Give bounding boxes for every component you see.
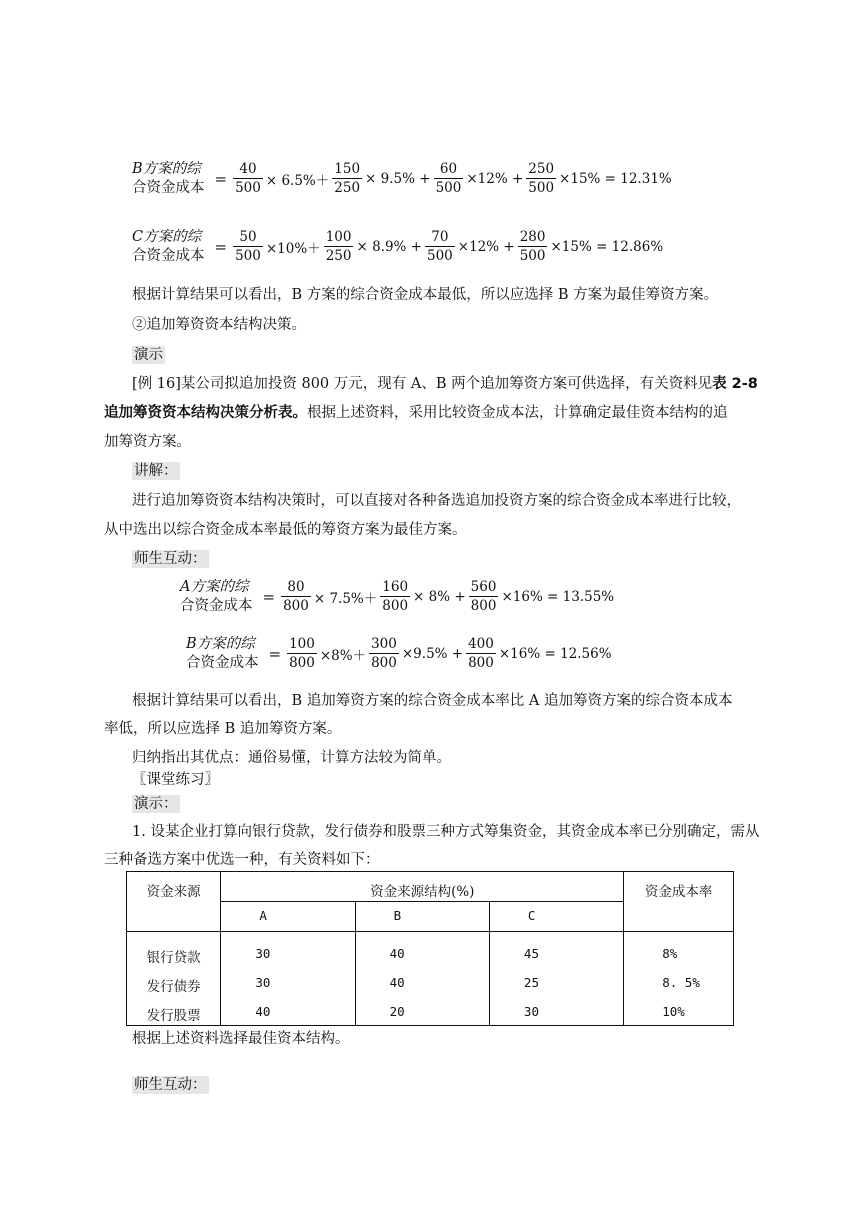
subheader-b: B (355, 902, 489, 932)
label-demo2-text: 演示： (134, 796, 178, 812)
formula-a-additional (180, 578, 615, 616)
formula-result: ×15% = 12.86% (550, 239, 664, 255)
fraction: $\frac{400}{800}$ (468, 636, 494, 671)
formula-term: ×9.5% + (401, 646, 464, 662)
equals-sign: = (214, 238, 228, 256)
label-interaction2-text: 师生互动： (134, 1077, 207, 1093)
cell-rate: 8% (624, 932, 734, 968)
subheader-a: A (221, 902, 355, 932)
formula-term: × 9.5% + (365, 171, 431, 187)
fraction: $\frac{280}{500}$ (519, 229, 546, 264)
fraction: $\frac{60}{500}$ (435, 161, 462, 196)
equals-sign: = (268, 645, 282, 663)
formula-term: ×12% + (466, 171, 524, 187)
formula-b-scheme (132, 160, 673, 198)
table-row (127, 932, 734, 968)
conclusion-line2: 率低，所以应选择 B 追加筹资方案。 (104, 721, 342, 737)
formula-label (186, 635, 259, 673)
header-source: 资金来源 (127, 872, 221, 932)
cell-a: 30 (221, 932, 355, 968)
formula-term: × 8.9% + (356, 239, 422, 255)
table-row (127, 967, 734, 996)
formula-label-line1: B方案的综 (132, 161, 201, 177)
practice-heading: 〖课堂练习〗 (132, 772, 219, 788)
label-demo (132, 343, 165, 364)
header-structure: 资金来源结构(%) (221, 872, 624, 902)
cell-a: 30 (221, 967, 355, 996)
cell-rate: 8. 5% (624, 967, 734, 996)
label-explain-text: 讲解： (134, 463, 178, 479)
table-reference-title: 追加筹资资本结构决策分析表。 (104, 405, 307, 421)
label-explain (132, 459, 180, 480)
formula-term: ×12% + (457, 239, 515, 255)
formula-label-line2: 合资金成本 (186, 655, 259, 671)
equals-sign: = (262, 588, 276, 606)
formula-label (132, 228, 205, 266)
cell-rate: 10% (624, 996, 734, 1026)
capital-structure-table (126, 871, 734, 1026)
header-rate: 资金成本率 (624, 872, 734, 932)
formula-c-scheme (132, 228, 664, 266)
table-row (127, 996, 734, 1026)
formula-label-line1: C方案的综 (132, 229, 202, 245)
formula-label-line2: 合资金成本 (132, 180, 205, 196)
example-text: [例 16]某公司拟追加投资 800 万元，现有 A、B 两个追加筹资方案可供选择，有关资料见 (132, 376, 713, 392)
label-demo2 (132, 792, 180, 813)
fraction: $\frac{160}{800}$ (382, 579, 409, 614)
cell-b: 20 (355, 996, 489, 1026)
fraction: $\frac{50}{500}$ (235, 229, 261, 264)
formula-label (180, 578, 253, 616)
formula-term: × 6.5%＋ (265, 173, 330, 189)
formula-result: ×16% = 13.55% (501, 589, 615, 605)
row-name: 银行贷款 (127, 932, 221, 968)
question1-line2: 三种备选方案中优选一种，有关资料如下： (104, 852, 380, 868)
question1-line1: 1. 设某企业打算向银行贷款，发行债券和股票三种方式筹集资金，其资金成本率已分别确定，需从 (132, 824, 760, 840)
formula-term: × 8% + (413, 589, 466, 605)
formula-label (132, 160, 205, 198)
fraction: $\frac{80}{800}$ (283, 579, 309, 614)
formula-term: ×8%＋ (319, 648, 367, 664)
explain-line2: 从中选出以综合资金成本率最低的筹资方案为最佳方案。 (104, 522, 467, 538)
label-demo-text: 演示 (134, 347, 163, 363)
heading-additional-financing: ②追加筹资资本结构决策。 (132, 317, 306, 333)
cell-c: 30 (489, 996, 623, 1026)
formula-label-line2: 合资金成本 (132, 248, 205, 264)
formula-result: ×16% = 12.56% (498, 646, 612, 662)
fraction: $\frac{560}{800}$ (470, 579, 497, 614)
formula-result: ×15% = 12.31% (559, 171, 672, 187)
label-interaction2 (132, 1073, 209, 1094)
cell-c: 25 (489, 967, 623, 996)
cell-b: 40 (355, 932, 489, 968)
example-16-line2 (104, 401, 728, 422)
formula-term: ×10%＋ (265, 241, 321, 257)
formula-label-line2: 合资金成本 (180, 598, 253, 614)
table-reference: 表 2-8 (712, 376, 758, 392)
formula-label-line1: A方案的综 (180, 579, 249, 595)
fraction: $\frac{70}{500}$ (426, 229, 453, 264)
fraction: $\frac{250}{500}$ (528, 161, 555, 196)
equals-sign: = (214, 170, 228, 188)
conclusion-line1: 根据计算结果可以看出，B 追加筹资方案的综合资金成本率比 A 追加筹资方案的综合资本成本 (132, 693, 733, 709)
summary-line: 归纳指出其优点：通俗易懂，计算方法较为简单。 (132, 750, 451, 766)
fraction: $\frac{40}{500}$ (235, 161, 261, 196)
cell-b: 40 (355, 967, 489, 996)
example-text: 根据上述资料，采用比较资金成本法，计算确定最佳资本结构的追 (307, 405, 728, 421)
cell-a: 40 (221, 996, 355, 1026)
fraction: $\frac{150}{250}$ (334, 161, 361, 196)
fraction: $\frac{100}{250}$ (325, 229, 352, 264)
subheader-c: C (489, 902, 623, 932)
paragraph-conclusion-b: 根据计算结果可以看出，B 方案的综合资金成本最低，所以应选择 B 方案为最佳筹资方案。 (132, 287, 719, 303)
formula-b-additional (186, 635, 613, 673)
explain-line1: 进行追加筹资资本结构决策时，可以直接对各种备选追加投资方案的综合资金成本率进行比较， (132, 493, 741, 509)
cell-c: 45 (489, 932, 623, 968)
example-16-line3: 加筹资方案。 (104, 434, 191, 450)
formula-label-line1: B方案的综 (186, 636, 255, 652)
after-table-text: 根据上述资料选择最佳资本结构。 (132, 1031, 350, 1047)
fraction: $\frac{100}{800}$ (289, 636, 315, 671)
example-16-line1 (132, 372, 758, 393)
row-name: 发行股票 (127, 996, 221, 1026)
fraction: $\frac{300}{800}$ (371, 636, 397, 671)
label-interaction (132, 547, 209, 568)
label-interaction-text: 师生互动： (134, 551, 207, 567)
row-name: 发行债券 (127, 967, 221, 996)
formula-term: × 7.5%＋ (313, 591, 378, 607)
